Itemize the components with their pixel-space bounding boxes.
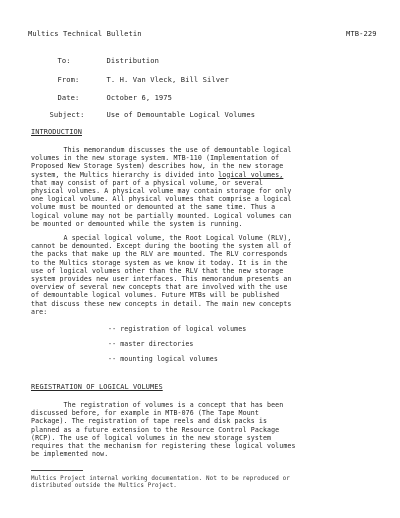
memo-subject-value: Use of Demountable Logical Volumes [106,110,256,119]
bulletin-number: MTB-229 [346,29,377,38]
introduction-heading: INTRODUCTION [31,128,82,136]
paragraph-line: planned as a future extension to the Resource Control Package [31,425,280,434]
introduction-paragraph-2 [31,234,375,316]
memo-date-label: Date: [57,93,80,102]
paragraph-line: overview of several new concepts that are involved with the use [31,283,288,292]
paragraph-line: requires that the mechanism for registering these logical volumes [31,441,296,450]
footnote [31,476,290,491]
paragraph-line: cannot be demounted. Except during the booting the system all of [31,242,292,251]
logical-volumes-term: logical volumes, [218,170,284,179]
paragraph-line: Package). The registration of tape reels and disk packs is [31,417,268,426]
paragraph-line-with-term [31,171,375,179]
paragraph-line: discussed before, for example in MTB-076 (The Tape Mount [31,409,259,418]
list-item: -- master directories [108,340,194,348]
paragraph-line: A special logical volume, the Root Logical Volume (RLV), [31,234,292,242]
memo-to-label: To: [57,56,71,65]
paragraph-line: physical volumes. A physical volume may contain storage for only [31,186,292,195]
memo-date-value: October 6, 1975 [106,93,173,102]
paragraph-line: be implemented now. [31,450,109,459]
memo-from-label: From: [57,75,80,84]
list-item: -- mounting logical volumes [108,355,218,363]
registration-paragraph [31,401,375,458]
list-item: -- registration of logical volumes [108,325,247,333]
footnote-divider [31,470,83,471]
memo-from-value: T. H. Van Vleck, Bill Silver [106,75,229,84]
paragraph-line: Proposed New Storage System) describes how, in the new storage [31,162,284,171]
paragraph-line: to the Multics storage system as we know it today. It is in the [31,258,288,267]
registration-heading: REGISTRATION OF LOGICAL VOLUMES [31,383,163,391]
bulletin-series-title: Multics Technical Bulletin [28,29,142,38]
paragraph-line: This memorandum discusses the use of demountable logical [31,146,292,154]
paragraph-line: (RCP). The use of logical volumes in the new storage system [31,433,272,442]
introduction-paragraph-1 [31,146,375,228]
paragraph-line: one logical volume. All physical volumes that comprise a logical [31,195,292,204]
paragraph-line: that discuss these new concepts in detail. The main new concepts [31,299,292,308]
paragraph-line: system provides new user interfaces. This memorandum presents an [31,274,292,283]
paragraph-line: logical volume may not be partially mounted. Logical volumes can [31,211,292,220]
paragraph-line: volumes in the new storage system. MTB-110 (Implementation of [31,154,280,163]
paragraph-line: of demountable logical volumes. Future MTBs will be published [31,291,280,300]
paragraph-line: volume must be mounted or demounted at the same time. Thus a [31,203,276,212]
paragraph-line-start: system, the Multics hierarchy is divided into [31,170,219,179]
memo-to-value: Distribution [106,56,159,65]
footnote-line: distributed outside the Multics Project. [31,483,177,490]
paragraph-line: be mounted or demounted while the system is running. [31,219,243,228]
paragraph-line: the packs that make up the RLV are mounted. The RLV corresponds [31,250,288,259]
paragraph-line: use of logical volumes other than the RLV that the new storage [31,266,284,275]
memo-subject-label: Subject: [49,110,85,119]
paragraph-line: are: [31,307,48,316]
memo-subject-row [32,101,255,128]
footnote-line: Multics Project internal working documentation. Not to be reproduced or [31,476,290,482]
paragraph-line: that may consist of part of a physical volume, or several [31,178,263,187]
paragraph-line: The registration of volumes is a concept that has been [31,401,284,409]
